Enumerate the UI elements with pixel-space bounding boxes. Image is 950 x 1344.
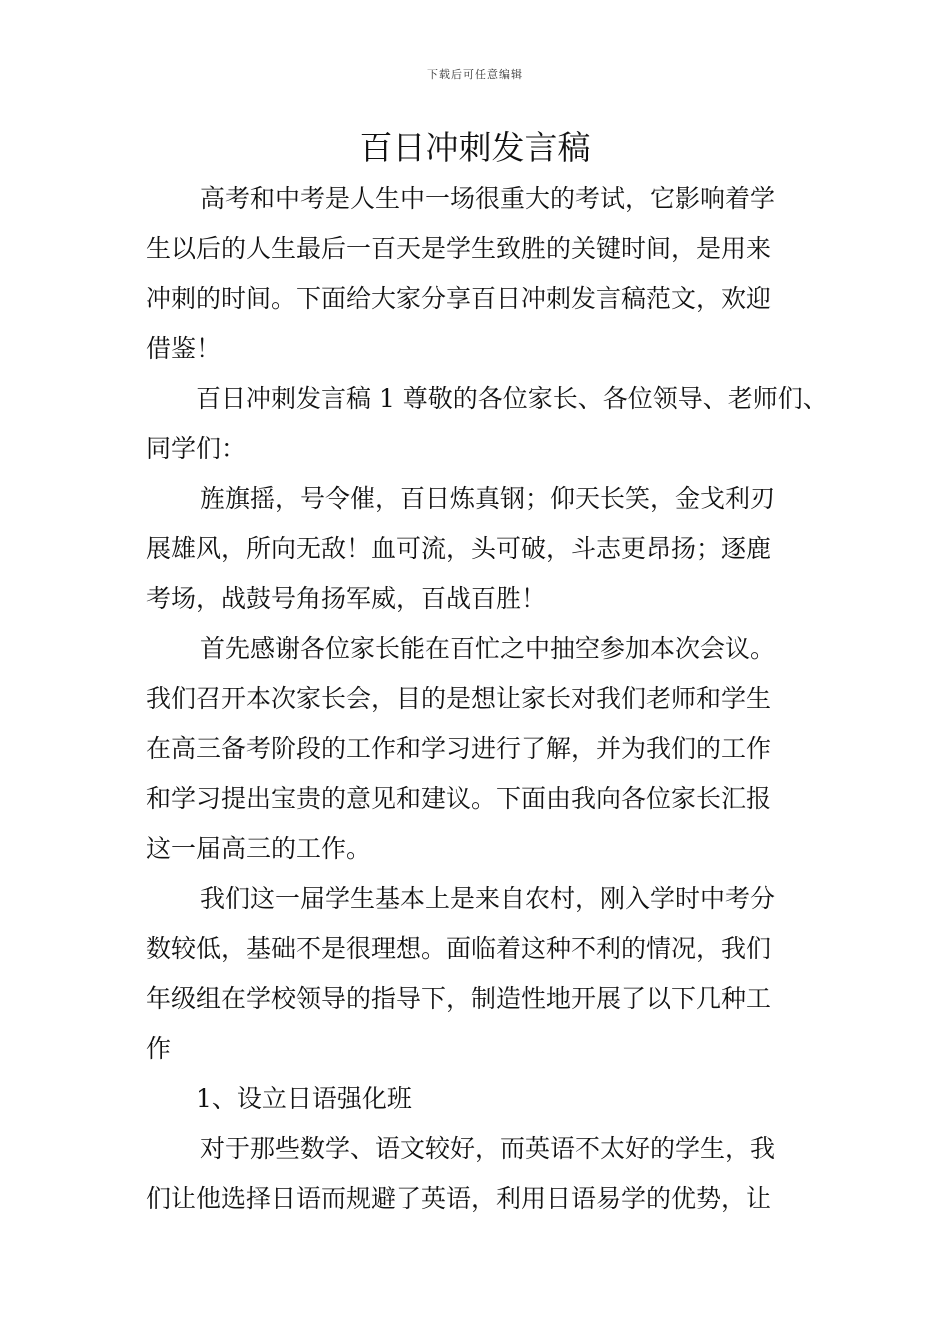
paragraph-line: 和学习提出宝贵的意见和建议。下面由我向各位家长汇报 bbox=[146, 784, 772, 813]
section-heading: 1、设立日语强化班 bbox=[196, 1084, 412, 1113]
paragraph-line: 数较低，基础不是很理想。面临着这种不利的情况，我们 bbox=[146, 934, 772, 963]
paragraph-line: 我们召开本次家长会，目的是想让家长对我们老师和学生 bbox=[146, 684, 772, 713]
paragraph-line: 年级组在学校领导的指导下，制造性地开展了以下几种工 bbox=[146, 984, 772, 1013]
paragraph-line: 在高三备考阶段的工作和学习进行了解，并为我们的工作 bbox=[146, 734, 772, 763]
document-title: 百日冲刺发言稿 bbox=[359, 128, 591, 167]
paragraph-line: 我们这一届学生基本上是来自农村，刚入学时中考分 bbox=[200, 884, 776, 913]
paragraph-line: 考场，战鼓号角扬军威，百战百胜！ bbox=[146, 584, 547, 613]
paragraph-line: 展雄风，所向无敌！血可流，头可破，斗志更昂扬；逐鹿 bbox=[146, 534, 772, 563]
paragraph-line: 首先感谢各位家长能在百忙之中抽空参加本次会议。 bbox=[200, 634, 776, 663]
paragraph-line: 冲刺的时间。下面给大家分享百日冲刺发言稿范文，欢迎 bbox=[146, 284, 772, 313]
paragraph-line: 借鉴！ bbox=[146, 334, 222, 363]
paragraph-line: 高考和中考是人生中一场很重大的考试，它影响着学 bbox=[200, 184, 776, 213]
paragraph-line: 同学们： bbox=[146, 434, 247, 463]
paragraph-line: 对于那些数学、语文较好，而英语不太好的学生，我 bbox=[200, 1134, 776, 1163]
paragraph-line: 们让他选择日语而规避了英语，利用日语易学的优势，让 bbox=[146, 1184, 772, 1213]
paragraph-line: 旌旗摇，号令催，百日炼真钢；仰天长笑，金戈利刃 bbox=[200, 484, 776, 513]
paragraph-line: 生以后的人生最后一百天是学生致胜的关键时间，是用来 bbox=[146, 234, 772, 263]
paragraph-line: 这一届高三的工作。 bbox=[146, 834, 372, 863]
header-note: 下载后可任意编辑 bbox=[427, 68, 523, 81]
paragraph-line: 百日冲刺发言稿 1 尊敬的各位家长、各位领导、老师们、 bbox=[196, 384, 828, 413]
paragraph-line: 作 bbox=[146, 1034, 172, 1063]
